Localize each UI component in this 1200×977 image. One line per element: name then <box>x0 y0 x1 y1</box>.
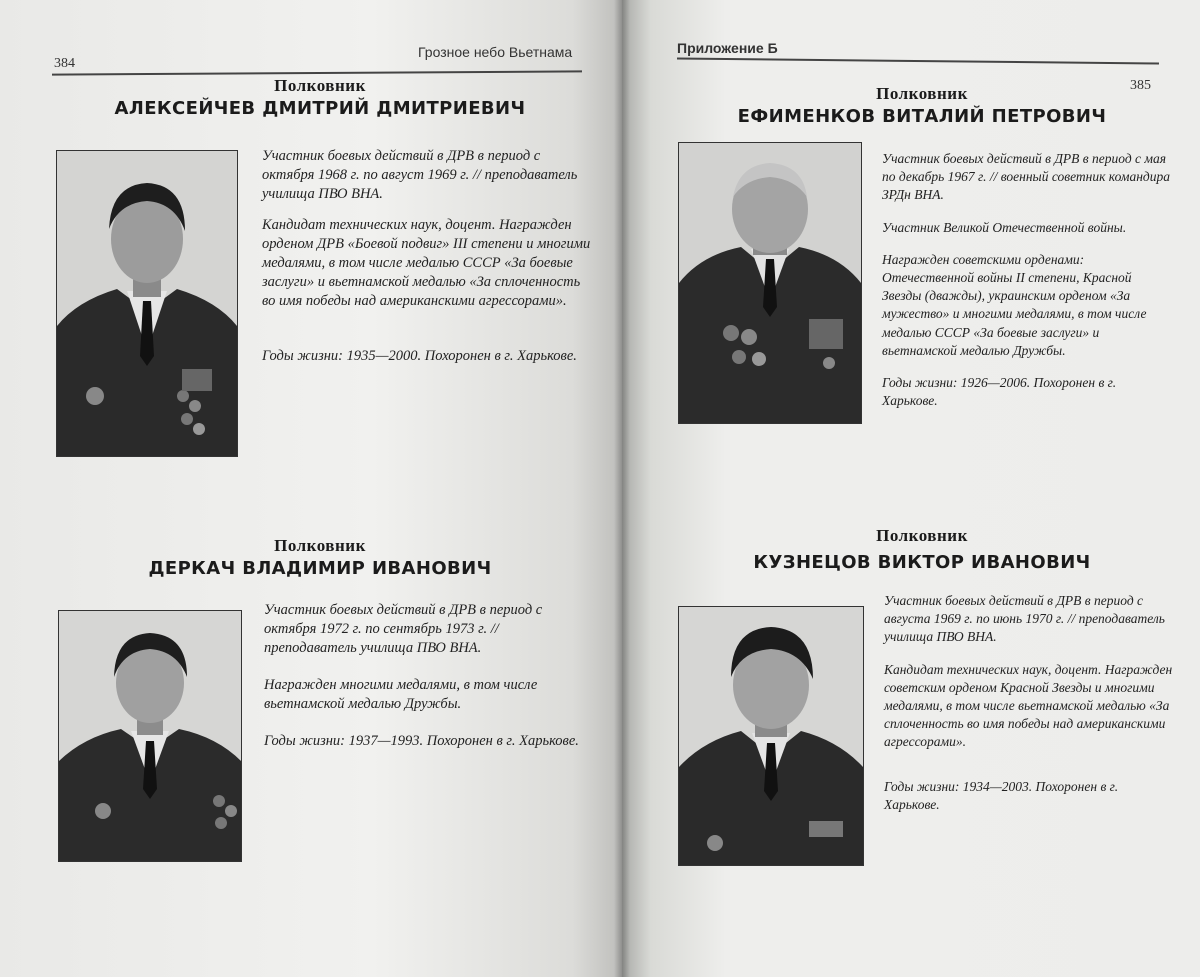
bio-life-years: Годы жизни: 1935—2000. Похоронен в г. Харькове. <box>262 348 577 364</box>
entry-rank: Полковник <box>876 526 968 545</box>
entry-rank: Полковник <box>274 76 366 95</box>
running-title-right: Приложение Б <box>677 40 778 56</box>
entry-rank: Полковник <box>876 84 968 103</box>
bio-awards: Кандидат технических наук, доцент. Награжден советским орденом Красной Звезды и многими медалями, в том числе вьетнамской медалью «За сплоченность во имя победы над американскими агрессорами». <box>884 661 1173 750</box>
portrait-officer-icon <box>59 611 241 861</box>
entry-name: КУЗНЕЦОВ ВИКТОР ИВАНОВИЧ <box>753 552 1091 573</box>
bio-awards: Награжден советскими орденами: Отечественной войны II степени, Красной Звезды (дважды), украинским орденом «За мужество» и многими медалями, в том числе медалью СССР «За боевые заслуги» и вьетнамской медалью Дружбы. <box>882 251 1147 358</box>
portrait-photo <box>678 142 862 424</box>
bio-service: Участник боевых действий в ДРВ в период с августа 1969 г. по июнь 1970 г. // преподаватель училища ПВО ВНА. <box>884 593 1165 645</box>
portrait-photo <box>56 150 238 457</box>
entry-rank: Полковник <box>274 536 366 555</box>
right-page <box>622 0 1200 977</box>
bio-life-years: Годы жизни: 1934—2003. Похоронен в г. Харькове. <box>884 778 1119 812</box>
header-rule-left <box>52 70 582 75</box>
entry-name: ДЕРКАЧ ВЛАДИМИР ИВАНОВИЧ <box>148 558 492 579</box>
header-rule-right <box>677 57 1159 64</box>
entry-bio <box>884 592 1176 826</box>
entry-bio <box>882 150 1174 422</box>
portrait-officer-icon <box>679 607 863 865</box>
portrait-photo <box>678 606 864 866</box>
bio-service: Участник боевых действий в ДРВ в период с мая по декабрь 1967 г. // военный советник командира ЗРДн ВНА. <box>882 151 1170 203</box>
page-number-left: 384 <box>54 56 75 71</box>
book-gutter <box>614 0 630 977</box>
bio-service: Участник боевых действий в ДРВ в период с октября 1972 г. по сентябрь 1973 г. // преподаватель училища ПВО ВНА. <box>264 602 543 656</box>
entry-name: АЛЕКСЕЙЧЕВ ДМИТРИЙ ДМИТРИЕВИЧ <box>114 98 526 119</box>
bio-life-years: Годы жизни: 1926—2006. Похоронен в г. Харькове. <box>882 375 1117 409</box>
page-number-right: 385 <box>1130 78 1151 93</box>
bio-service: Участник боевых действий в ДРВ в период с октября 1968 г. по август 1969 г. // преподаватель училища ПВО ВНА. <box>262 148 578 202</box>
entry-bio <box>262 147 594 378</box>
portrait-photo <box>58 610 242 862</box>
bio-awards: Кандидат технических наук, доцент. Награжден орденом ДРВ «Боевой подвиг» III степени и многими медалями, в том числе медалью СССР «За боевые заслуги» и вьетнамской медалью «За сплоченность во имя победы над американскими агрессорами». <box>262 217 591 309</box>
portrait-officer-icon <box>679 143 861 423</box>
running-title-left: Грозное небо Вьетнама <box>418 44 573 60</box>
bio-war-veteran: Участник Великой Отечественной войны. <box>882 219 1127 235</box>
entry-bio <box>264 601 594 763</box>
entry-name: ЕФИМЕНКОВ ВИТАЛИЙ ПЕТРОВИЧ <box>737 106 1107 127</box>
portrait-officer-icon <box>57 151 237 456</box>
bio-awards: Награжден многими медалями, в том числе вьетнамской медалью Дружбы. <box>264 677 538 712</box>
bio-life-years: Годы жизни: 1937—1993. Похоронен в г. Харькове. <box>264 733 579 749</box>
